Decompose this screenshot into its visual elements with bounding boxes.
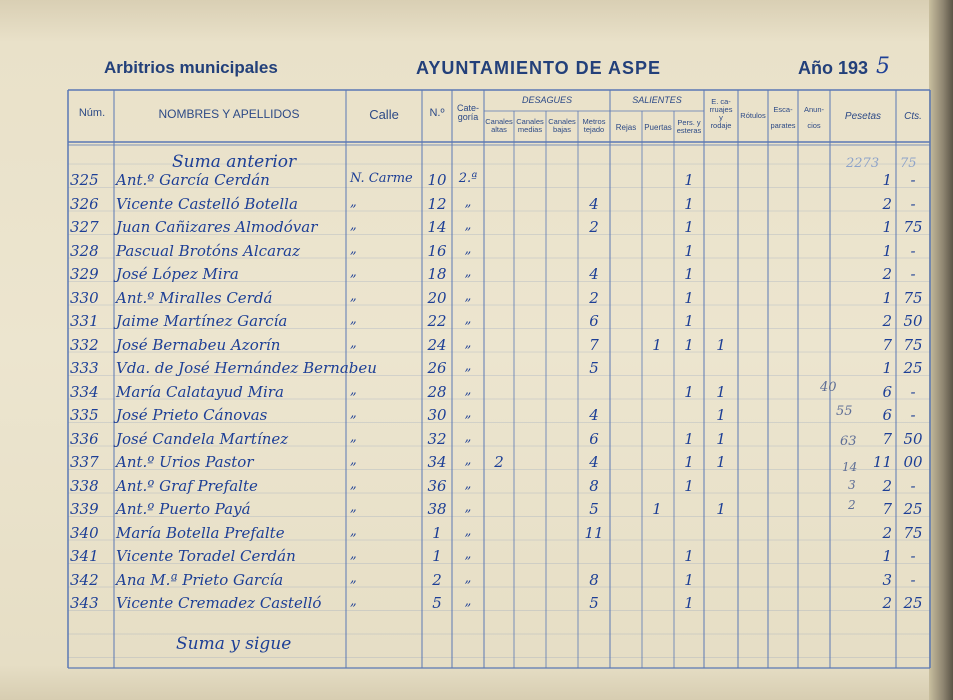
entry-centimos: - (910, 406, 916, 424)
entry-carruajes: 1 (716, 453, 726, 471)
carry-forward-cts: 75 (900, 156, 917, 171)
col-escaparates (768, 106, 798, 130)
entry-centimos: 75 (903, 218, 923, 236)
entry-category: „ (464, 570, 472, 586)
entry-num: 338 (70, 476, 99, 495)
entry-street: „ (350, 570, 357, 586)
entry-name: Vicente Castelló Botella (116, 194, 298, 213)
entry-house-no: 24 (427, 335, 447, 354)
col-carruajes-l3: y (719, 112, 723, 122)
entry-house-no: 5 (432, 594, 442, 612)
entry-house-no: 16 (427, 241, 447, 260)
entry-name: José López Mira (116, 265, 239, 283)
entry-category: „ (464, 476, 472, 492)
entry-name: José Bernabeu Azorín (116, 335, 281, 354)
entry-category: „ (464, 500, 472, 515)
entry-num: 326 (70, 194, 99, 213)
col-canales-bajas (546, 118, 578, 134)
entry-street: N. Carme (350, 171, 413, 186)
entry-name: Ant.º Graf Prefalte (116, 476, 258, 495)
entry-centimos: - (910, 241, 916, 260)
year-digit: 5 (876, 54, 890, 79)
col-canales-medias-l1: Canales (516, 117, 544, 126)
entry-category: „ (464, 218, 472, 233)
entry-puertas-extra: 1 (652, 335, 662, 354)
entry-street: „ (350, 476, 357, 492)
entry-street: „ (350, 335, 357, 351)
entry-num: 337 (70, 453, 99, 471)
entry-street: „ (350, 547, 357, 562)
entry-persianas: 1 (684, 265, 694, 283)
entry-metros-tejado: 5 (589, 500, 599, 518)
entry-persianas: 1 (684, 288, 694, 307)
entry-house-no: 32 (427, 429, 447, 448)
col-carruajes-l4: rodaje (710, 120, 732, 130)
col-canales-medias (514, 118, 546, 134)
entry-num: 329 (70, 265, 99, 283)
col-rotulos: Rótulos (740, 111, 766, 120)
entry-house-no: 34 (427, 453, 447, 471)
margin-note-2: 55 (836, 404, 853, 419)
margin-note-4: 14 (842, 460, 858, 474)
entry-centimos: - (910, 171, 916, 189)
col-metros-tejado-l2: tejado (583, 124, 605, 134)
entry-category: „ (464, 594, 472, 609)
col-canales-medias-l2: medias (517, 124, 543, 134)
entry-num: 341 (70, 547, 99, 565)
col-house-no: N.º (429, 107, 445, 119)
entry-street: „ (350, 500, 357, 515)
entry-name: José Candela Martínez (116, 429, 289, 448)
entry-persianas: 1 (684, 335, 694, 354)
entry-centimos: - (910, 265, 916, 283)
entry-pesetas: 1 (882, 359, 892, 377)
entry-category: „ (464, 382, 472, 398)
entry-house-no: 12 (427, 194, 447, 213)
col-anuncios (798, 106, 830, 130)
entry-name: Vicente Cremadez Castelló (116, 594, 322, 612)
entry-house-no: 36 (427, 476, 447, 495)
col-anuncios-l2: cios (807, 120, 821, 130)
entry-centimos: 75 (903, 523, 923, 542)
col-rejas: Rejas (615, 123, 637, 132)
entry-canales-altas: 2 (494, 453, 504, 471)
entry-house-no: 10 (427, 171, 447, 189)
entry-house-no: 26 (427, 359, 447, 377)
entry-persianas: 1 (684, 594, 694, 612)
col-num: Núm. (78, 107, 106, 119)
col-street: Calle (369, 107, 399, 122)
entry-pesetas: 2 (882, 594, 892, 612)
entry-carruajes: 1 (716, 382, 726, 401)
entry-pesetas: 1 (882, 218, 892, 236)
entry-street: „ (350, 594, 357, 609)
entry-centimos: - (910, 476, 916, 495)
entry-street: „ (350, 312, 357, 327)
col-category-line1: Cate- (456, 103, 479, 113)
entry-category: „ (464, 453, 472, 468)
entry-street: „ (350, 406, 357, 421)
col-salientes: SALIENTES (632, 95, 682, 105)
entry-category: „ (464, 312, 472, 327)
entry-house-no: 22 (427, 312, 447, 330)
entry-persianas: 1 (684, 429, 694, 448)
entry-name: Ant.º Urios Pastor (116, 453, 254, 471)
entry-pesetas: 1 (882, 241, 892, 260)
margin-note-5: 3 (848, 478, 856, 492)
col-escaparates-l2: parates (770, 120, 796, 130)
carry-forward-label: Suma anterior (172, 152, 297, 172)
entry-centimos: 50 (903, 429, 923, 448)
entry-num: 335 (70, 406, 99, 424)
entry-persianas: 1 (684, 312, 694, 330)
ayuntamiento-title: AYUNTAMIENTO DE ASPE (416, 58, 662, 78)
col-puertas: Puertas (644, 123, 672, 132)
entry-centimos: 50 (903, 312, 923, 330)
entry-name: Jaime Martínez García (116, 312, 288, 330)
entry-num: 330 (70, 288, 99, 307)
entry-persianas: 1 (684, 171, 694, 189)
entry-category: „ (464, 359, 472, 374)
col-persianas (674, 119, 704, 135)
entry-persianas: 1 (684, 453, 694, 471)
entry-carruajes: 1 (716, 335, 726, 354)
entry-persianas: 1 (684, 547, 694, 565)
col-category-line2: goría (457, 112, 479, 123)
entry-metros-tejado: 2 (589, 218, 599, 236)
entry-pesetas: 2 (882, 194, 892, 213)
entry-persianas: 1 (684, 194, 694, 213)
entry-centimos: - (910, 382, 916, 401)
entry-pesetas: 2 (882, 312, 892, 330)
col-escaparates-l1: Esca- (773, 105, 793, 114)
col-metros-tejado (578, 118, 610, 134)
entry-persianas: 1 (684, 570, 694, 589)
entry-centimos: 25 (903, 500, 923, 518)
entry-carruajes: 1 (716, 406, 726, 424)
entry-house-no: 38 (427, 500, 447, 518)
col-centimos: Cts. (904, 111, 922, 122)
entry-centimos: - (910, 570, 916, 589)
entry-house-no: 2 (432, 570, 442, 589)
entry-centimos: 25 (903, 594, 923, 612)
entry-category: „ (464, 288, 472, 304)
entry-metros-tejado: 11 (584, 523, 604, 542)
entry-metros-tejado: 8 (589, 476, 599, 495)
col-canales-bajas-l2: bajas (553, 124, 571, 134)
entry-name: Ant.º García Cerdán (116, 171, 270, 189)
margin-note-3: 63 (840, 434, 857, 449)
entry-pesetas: 11 (872, 453, 892, 471)
entry-num: 331 (70, 312, 99, 330)
entry-persianas: 1 (684, 218, 694, 236)
entry-house-no: 14 (427, 218, 447, 236)
entry-pesetas: 3 (882, 570, 892, 589)
entry-house-no: 18 (427, 265, 447, 283)
entry-house-no: 1 (432, 547, 442, 565)
entry-name: Pascual Brotóns Alcaraz (116, 241, 301, 260)
entry-metros-tejado: 8 (589, 570, 599, 589)
entry-name: María Botella Prefalte (116, 523, 285, 542)
entry-num: 339 (70, 500, 99, 518)
arbitrios-title: Arbitrios municipales (104, 58, 278, 77)
margin-note-6: 2 (848, 498, 856, 512)
entry-pesetas: 2 (882, 476, 892, 495)
entry-centimos: - (910, 547, 916, 565)
entry-name: Juan Cañizares Almodóvar (116, 218, 318, 236)
col-metros-tejado-l1: Metros (582, 117, 606, 126)
entry-num: 336 (70, 429, 99, 448)
entry-metros-tejado: 4 (589, 453, 599, 471)
col-persianas-l2: esteras (676, 125, 702, 135)
entry-num: 343 (70, 594, 99, 612)
col-carruajes (704, 98, 738, 130)
entry-metros-tejado: 4 (589, 406, 599, 424)
entry-category: „ (464, 547, 472, 562)
entry-metros-tejado: 5 (589, 359, 599, 377)
entry-pesetas: 6 (882, 406, 892, 424)
entry-num: 340 (70, 523, 99, 542)
entry-name: María Calatayud Mira (116, 382, 284, 401)
entry-pesetas: 6 (882, 382, 892, 401)
col-persianas-l1: Pers. y (677, 118, 701, 127)
entry-num: 327 (70, 218, 99, 236)
entry-name: José Prieto Cánovas (116, 406, 268, 424)
entry-pesetas: 1 (882, 547, 892, 565)
entry-name: Ana M.ª Prieto García (116, 570, 284, 589)
col-desagues: DESAGUES (521, 95, 572, 105)
entry-pesetas: 2 (882, 523, 892, 542)
col-carruajes-l2: rruajes (709, 104, 733, 114)
col-carruajes-l1: E. ca- (711, 97, 731, 106)
entry-pesetas: 1 (882, 171, 892, 189)
entry-category: „ (464, 429, 472, 445)
entry-name: Ant.º Puerto Payá (116, 500, 251, 518)
col-canales-altas (484, 118, 514, 134)
entry-street: „ (350, 218, 357, 233)
col-anuncios-l1: Anun- (803, 105, 824, 114)
entry-street: „ (350, 194, 357, 210)
entry-category: „ (464, 241, 472, 257)
entry-num: 333 (70, 359, 99, 377)
entry-metros-tejado: 7 (589, 335, 599, 354)
entry-category: „ (464, 523, 472, 539)
entry-num: 325 (70, 171, 99, 189)
col-canales-bajas-l1: Canales (548, 117, 576, 126)
entry-centimos: 75 (903, 335, 923, 354)
entry-metros-tejado: 2 (589, 288, 599, 307)
col-category (452, 104, 484, 123)
entry-metros-tejado: 6 (589, 429, 599, 448)
entry-carruajes: 1 (716, 500, 726, 518)
entry-pesetas: 2 (882, 265, 892, 283)
entry-num: 342 (70, 570, 99, 589)
entry-category: „ (464, 406, 472, 421)
entry-name: Ant.º Miralles Cerdá (116, 288, 273, 307)
entry-pesetas: 1 (882, 288, 892, 307)
entry-centimos: - (910, 194, 916, 213)
entry-persianas: 1 (684, 241, 694, 260)
entry-persianas: 1 (684, 476, 694, 495)
entry-street: „ (350, 241, 357, 257)
entry-category: 2.ª (458, 171, 478, 186)
entry-name: Vicente Toradel Cerdán (116, 547, 296, 565)
entry-pesetas: 7 (882, 335, 892, 354)
entry-persianas: 1 (684, 382, 694, 401)
entry-num: 334 (70, 382, 99, 401)
entry-category: „ (464, 194, 472, 210)
entry-num: 332 (70, 335, 99, 354)
entry-pesetas: 7 (882, 500, 892, 518)
col-canales-altas-l2: altas (491, 124, 507, 134)
entry-street: „ (350, 382, 357, 398)
entry-street: „ (350, 288, 357, 304)
entry-street: „ (350, 453, 357, 468)
entry-metros-tejado: 6 (589, 312, 599, 330)
entry-house-no: 1 (432, 523, 442, 542)
entry-metros-tejado: 4 (589, 265, 599, 283)
entry-carruajes: 1 (716, 429, 726, 448)
col-canales-altas-l1: Canales (485, 117, 513, 126)
year-label: Año 193 (798, 58, 869, 78)
entry-house-no: 28 (427, 382, 447, 401)
carry-forward-pesetas: 2273 (846, 156, 880, 171)
entry-centimos: 00 (903, 453, 923, 471)
entry-num: 328 (70, 241, 99, 260)
entry-house-no: 30 (427, 406, 447, 424)
entry-category: „ (464, 265, 472, 280)
entry-puertas-extra: 1 (652, 500, 662, 518)
entry-street: „ (350, 523, 357, 539)
entry-pesetas: 7 (882, 429, 892, 448)
entry-metros-tejado: 4 (589, 194, 599, 213)
entry-name: Vda. de José Hernández Bernabeu (116, 359, 377, 377)
margin-note-1: 40 (820, 380, 837, 395)
entry-street: „ (350, 265, 357, 280)
entry-category: „ (464, 335, 472, 351)
col-names: NOMBRES Y APELLIDOS (158, 107, 300, 121)
entry-centimos: 25 (903, 359, 923, 377)
entry-centimos: 75 (903, 288, 923, 307)
closing-label: Suma y sigue (176, 634, 292, 654)
entry-house-no: 20 (427, 288, 447, 307)
col-pesetas: Pesetas (844, 111, 882, 122)
entry-metros-tejado: 5 (589, 594, 599, 612)
entry-street: „ (350, 429, 357, 445)
